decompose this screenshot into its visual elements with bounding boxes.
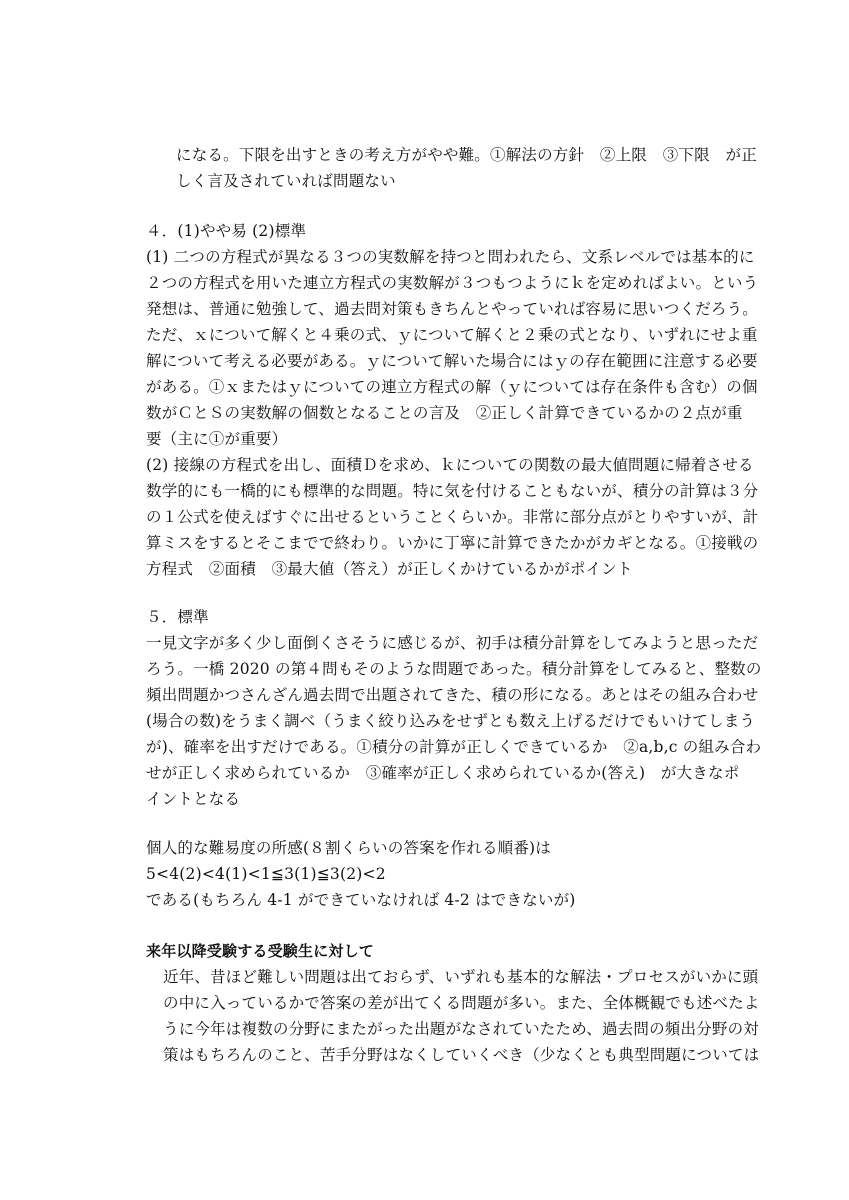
section4-line-4: ただ、ｘについて解くと４乗の式、ｙについて解くと２乗の式となり、いずれにせよ重 — [146, 326, 758, 344]
section4-line-10: 数学的にも一橋的にも標準的な問題。特に気を付けることもないが、積分の計算は３分 — [146, 482, 759, 500]
advice-heading: 来年以降受験する受験生に対して — [146, 942, 375, 960]
section4-line-12: 算ミスをするとそこまでで終わり。いかに丁寧に計算できたかがカギとなる。①接戦の — [146, 534, 759, 552]
advice-line-4: 策はもちろんのこと、苦手分野はなくしていくべき（少なくとも典型問題については — [163, 1046, 760, 1064]
section4-line-8: 要（主に①が重要） — [146, 430, 288, 448]
difficulty-line-1: 個人的な難易度の所感(８割くらいの答案を作れる順番)は — [146, 839, 551, 857]
section4-line-7: 数がＣとＳの実数解の個数となることの言及 ②正しく計算できているかの２点が重 — [146, 404, 743, 422]
section5-line-1: 一見文字が多く少し面倒くさそうに感じるが、初手は積分計算をしてみようと思っただ — [146, 634, 759, 652]
intro-line-2: しく言及されていれば問題ない — [176, 172, 396, 190]
section4-line-5: 解について考える必要がある。ｙについて解いた場合にはｙの存在範囲に注意する必要 — [146, 352, 758, 370]
section5-line-5: が)、確率を出すだけである。①積分の計算が正しくできているか ②a,b,c の組み合わ — [146, 738, 762, 756]
advice-line-1: 近年、昔ほど難しい問題は出ておらず、いずれも基本的な解法・プロセスがいかに頭 — [163, 968, 759, 986]
section5-line-2: ろう。一橋 2020 の第４問もそのような問題であった。積分計算をしてみると、整数の — [146, 660, 762, 678]
section4-line-3: 発想は、普通に勉強して、過去問対策もきちんとやっていれば容易に思いつくだろう。 — [146, 300, 758, 318]
section5-line-3: 頻出問題かつさんざん過去問で出題されてきた、積の形になる。あとはその組み合わせ — [146, 686, 759, 704]
section5-line-6: せが正しく求められているか ③確率が正しく求められているか(答え) が大きなポ — [146, 764, 740, 782]
section4-line-2: ２つの方程式を用いた連立方程式の実数解が３つもつようにｋを定めればよい。という — [146, 274, 759, 292]
section4-line-1: (1) 二つの方程式が異なる３つの実数解を持つと問われたら、文系レベルでは基本的に — [146, 248, 755, 266]
advice-line-2: の中に入っているかで答案の差が出てくる問題が多い。また、全体概観でも述べたよ — [163, 994, 760, 1012]
intro-line-1: になる。下限を出すときの考え方がやや難。①解法の方針 ②上限 ③下限 が正 — [176, 146, 757, 164]
section4-line-11: の１公式を使えばすぐに出せるということくらいか。非常に部分点がとりやすいが、計 — [146, 508, 759, 526]
section4-line-9: (2) 接線の方程式を出し、面積Ｄを求め、ｋについての関数の最大値問題に帰着させる — [146, 456, 754, 474]
section5-line-7: イントとなる — [146, 790, 241, 808]
section4-line-6: がある。①ｘまたはｙについての連立方程式の解（ｙについては存在条件も含む）の個 — [146, 378, 758, 396]
difficulty-line-2: 5<4(2)<4(1)<1≦3(1)≦3(2)<2 — [146, 865, 386, 883]
section5-heading: ５．標準 — [146, 608, 209, 626]
difficulty-line-3: である(もちろん 4-1 ができていなければ 4-2 はできないが) — [146, 891, 576, 909]
section4-line-13: 方程式 ②面積 ③最大値（答え）が正しくかけているかがポイント — [146, 560, 633, 578]
advice-line-3: うに今年は複数の分野にまたがった出題がなされていたため、過去問の頻出分野の対 — [163, 1020, 759, 1038]
section4-heading: ４．(1)やや易 (2)標準 — [146, 222, 307, 240]
section5-line-4: (場合の数)をうまく調べ（うまく絞り込みをせずとも数え上げるだけでもいけてしまう — [146, 712, 756, 730]
